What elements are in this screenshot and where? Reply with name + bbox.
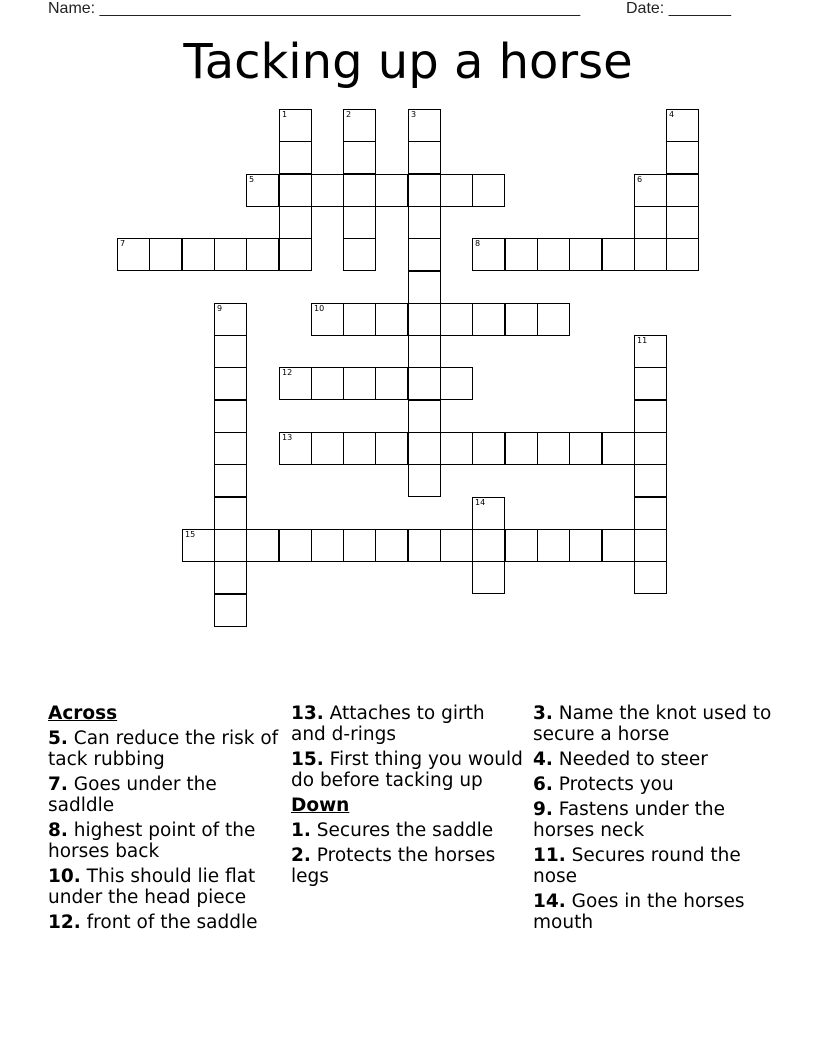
grid-cell[interactable] — [214, 238, 247, 271]
grid-cell[interactable] — [440, 432, 473, 465]
grid-cell[interactable] — [279, 238, 312, 271]
grid-cell[interactable] — [343, 141, 376, 174]
clue-text: Protects the horses legs — [291, 845, 496, 887]
grid-cell[interactable] — [214, 400, 247, 433]
grid-cell[interactable] — [634, 335, 667, 368]
clues-column-2 — [291, 703, 523, 891]
clue-number-label: 12 — [282, 368, 293, 377]
clue-text: Attaches to girth and d-rings — [291, 703, 485, 745]
clue-text: Goes under the sadldle — [48, 774, 217, 816]
grid-cell[interactable] — [375, 174, 408, 207]
grid-cell[interactable] — [214, 367, 247, 400]
name-line: Name: ______________________________________________________ — [48, 0, 581, 17]
grid-cell[interactable] — [279, 432, 312, 465]
clue-number: 1. — [291, 820, 311, 841]
grid-cell[interactable] — [375, 367, 408, 400]
clue-across-15 — [291, 749, 523, 791]
clue-number: 12. — [48, 912, 81, 933]
grid-cell[interactable] — [408, 529, 441, 562]
grid-cell[interactable] — [666, 141, 699, 174]
grid-cell[interactable] — [343, 529, 376, 562]
clue-number-label: 10 — [314, 304, 325, 313]
clue-across-5 — [48, 728, 280, 770]
clue-number: 15. — [291, 749, 324, 770]
clue-number-label: 9 — [217, 304, 223, 313]
clue-number: 13. — [291, 703, 324, 724]
grid-cell[interactable] — [634, 497, 667, 530]
grid-cell[interactable] — [440, 529, 473, 562]
clue-number: 14. — [533, 891, 566, 912]
clue-text: Goes in the horses mouth — [533, 891, 745, 933]
grid-cell[interactable] — [246, 529, 279, 562]
grid-cell[interactable] — [343, 109, 376, 142]
clue-number: 11. — [533, 845, 566, 866]
clue-number: 5. — [48, 728, 68, 749]
clue-text: Fastens under the horses neck — [533, 799, 726, 841]
grid-cell[interactable] — [440, 174, 473, 207]
grid-cell[interactable] — [472, 497, 505, 530]
clue-down-9 — [533, 799, 773, 841]
grid-cell[interactable] — [311, 367, 344, 400]
clue-number: 3. — [533, 703, 553, 724]
grid-cell[interactable] — [666, 238, 699, 271]
grid-cell[interactable] — [634, 529, 667, 562]
clues-column-3 — [533, 703, 773, 937]
grid-cell[interactable] — [343, 432, 376, 465]
grid-cell[interactable] — [569, 432, 602, 465]
grid-cell[interactable] — [408, 303, 441, 336]
grid-cell[interactable] — [537, 238, 570, 271]
grid-cell[interactable] — [311, 174, 344, 207]
clue-number: 2. — [291, 845, 311, 866]
grid-cell[interactable] — [537, 529, 570, 562]
clue-number-label: 11 — [637, 336, 648, 345]
grid-cell[interactable] — [634, 238, 667, 271]
clue-number-label: 6 — [637, 175, 643, 184]
clue-across-7 — [48, 774, 280, 816]
clue-text: Name the knot used to secure a horse — [533, 703, 772, 745]
grid-cell[interactable] — [472, 238, 505, 271]
grid-cell[interactable] — [214, 497, 247, 530]
clue-text: First thing you would do before tacking up — [291, 749, 523, 791]
grid-cell[interactable] — [182, 238, 215, 271]
grid-cell[interactable] — [408, 109, 441, 142]
grid-cell[interactable] — [408, 206, 441, 239]
grid-cell[interactable] — [634, 174, 667, 207]
clue-across-13 — [291, 703, 523, 745]
clue-number-label: 7 — [120, 239, 126, 248]
grid-cell[interactable] — [279, 174, 312, 207]
grid-cell[interactable] — [343, 303, 376, 336]
grid-cell[interactable] — [214, 594, 247, 627]
clue-text: This should lie flat under the head piece — [48, 866, 256, 908]
clue-down-6 — [533, 774, 773, 795]
grid-cell[interactable] — [408, 464, 441, 497]
grid-cell[interactable] — [117, 238, 150, 271]
grid-cell[interactable] — [537, 432, 570, 465]
clue-number-label: 2 — [346, 110, 352, 119]
clue-text: front of the saddle — [86, 912, 258, 933]
grid-cell[interactable] — [634, 561, 667, 594]
grid-cell[interactable] — [214, 561, 247, 594]
clue-number-label: 15 — [185, 530, 196, 539]
grid-cell[interactable] — [246, 238, 279, 271]
grid-cell[interactable] — [505, 303, 538, 336]
grid-cell[interactable] — [214, 432, 247, 465]
grid-cell[interactable] — [311, 303, 344, 336]
grid-cell[interactable] — [214, 464, 247, 497]
grid-cell[interactable] — [666, 174, 699, 207]
clue-number: 10. — [48, 866, 81, 887]
clue-number: 6. — [533, 774, 553, 795]
clue-number-label: 8 — [475, 239, 481, 248]
clue-text: Secures the saddle — [316, 820, 494, 841]
grid-cell[interactable] — [408, 141, 441, 174]
page-title: Tacking up a horse — [183, 34, 633, 90]
clue-down-4 — [533, 749, 773, 770]
grid-cell[interactable] — [279, 141, 312, 174]
grid-cell[interactable] — [602, 238, 635, 271]
grid-cell[interactable] — [569, 238, 602, 271]
clue-number-label: 1 — [282, 110, 288, 119]
grid-cell[interactable] — [182, 529, 215, 562]
clue-number: 7. — [48, 774, 68, 795]
grid-cell[interactable] — [375, 432, 408, 465]
grid-cell[interactable] — [375, 303, 408, 336]
clue-down-1 — [291, 820, 523, 841]
clue-text: Protects you — [558, 774, 674, 795]
clue-down-3 — [533, 703, 773, 745]
grid-cell[interactable] — [602, 529, 635, 562]
grid-cell[interactable] — [214, 335, 247, 368]
grid-cell[interactable] — [279, 529, 312, 562]
clue-across-10 — [48, 866, 280, 908]
grid-cell[interactable] — [505, 432, 538, 465]
clue-number: 8. — [48, 820, 68, 841]
clue-down-14 — [533, 891, 773, 933]
grid-cell[interactable] — [279, 109, 312, 142]
clue-down-11 — [533, 845, 773, 887]
clues-column-1 — [48, 703, 280, 937]
clue-number-label: 5 — [249, 175, 255, 184]
grid-cell[interactable] — [408, 271, 441, 304]
grid-cell[interactable] — [602, 432, 635, 465]
grid-cell[interactable] — [472, 432, 505, 465]
grid-cell[interactable] — [569, 529, 602, 562]
grid-cell[interactable] — [408, 238, 441, 271]
clue-down-2 — [291, 845, 523, 887]
grid-cell[interactable] — [343, 174, 376, 207]
grid-cell[interactable] — [408, 174, 441, 207]
grid-cell[interactable] — [472, 561, 505, 594]
grid-cell[interactable] — [634, 400, 667, 433]
grid-cell[interactable] — [472, 303, 505, 336]
down-heading: Down — [291, 795, 350, 816]
grid-cell[interactable] — [343, 206, 376, 239]
clue-text: Secures round the nose — [533, 845, 741, 887]
grid-cell[interactable] — [375, 529, 408, 562]
grid-cell[interactable] — [408, 400, 441, 433]
grid-cell[interactable] — [408, 367, 441, 400]
clue-number-label: 13 — [282, 433, 293, 442]
grid-cell[interactable] — [343, 238, 376, 271]
grid-cell[interactable] — [408, 335, 441, 368]
grid-cell[interactable] — [634, 206, 667, 239]
clue-number: 4. — [533, 749, 553, 770]
clue-number-label: 4 — [669, 110, 675, 119]
grid-cell[interactable] — [279, 367, 312, 400]
grid-cell[interactable] — [537, 303, 570, 336]
date-line: Date: _______ — [626, 0, 731, 17]
grid-cell[interactable] — [472, 174, 505, 207]
clue-text: highest point of the horses back — [48, 820, 256, 862]
grid-cell[interactable] — [666, 109, 699, 142]
grid-cell[interactable] — [214, 529, 247, 562]
grid-cell[interactable] — [149, 238, 182, 271]
grid-cell[interactable] — [505, 529, 538, 562]
clue-text: Needed to steer — [558, 749, 708, 770]
grid-cell[interactable] — [279, 206, 312, 239]
clue-number-label: 3 — [411, 110, 417, 119]
clue-number: 9. — [533, 799, 553, 820]
grid-cell[interactable] — [440, 303, 473, 336]
grid-cell[interactable] — [214, 303, 247, 336]
grid-cell[interactable] — [343, 367, 376, 400]
grid-cell[interactable] — [311, 432, 344, 465]
across-heading: Across — [48, 703, 118, 724]
grid-cell[interactable] — [408, 432, 441, 465]
grid-cell[interactable] — [440, 367, 473, 400]
clue-number-label: 14 — [475, 498, 486, 507]
grid-cell[interactable] — [246, 174, 279, 207]
grid-cell[interactable] — [311, 529, 344, 562]
grid-cell[interactable] — [472, 529, 505, 562]
grid-cell[interactable] — [634, 367, 667, 400]
clue-text: Can reduce the risk of tack rubbing — [48, 728, 279, 770]
grid-cell[interactable] — [505, 238, 538, 271]
grid-cell[interactable] — [634, 464, 667, 497]
clue-across-12 — [48, 912, 280, 933]
clue-across-8 — [48, 820, 280, 862]
grid-cell[interactable] — [666, 206, 699, 239]
grid-cell[interactable] — [634, 432, 667, 465]
